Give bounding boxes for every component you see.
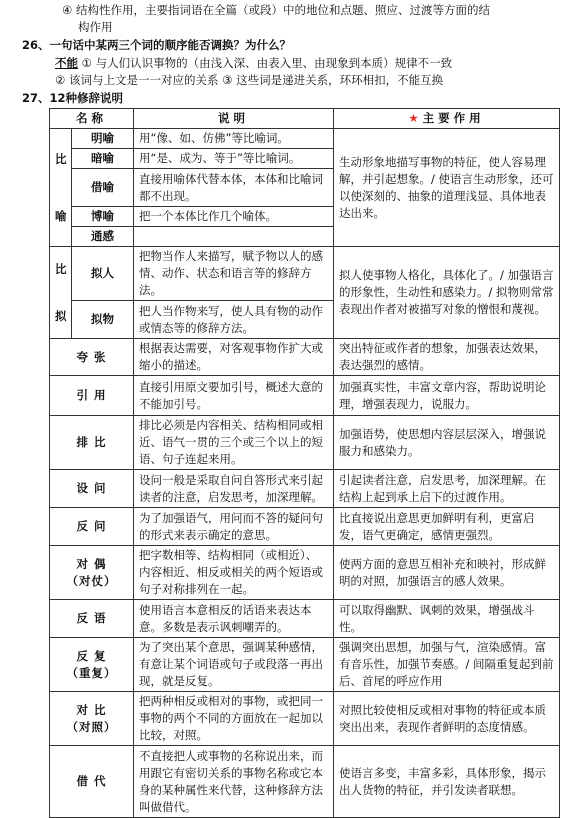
rhetoric-explain: 用“像、如、仿佛”等比喻词。 <box>134 129 334 149</box>
rhetoric-effect: 加强语势，使思想内容层层深入，增强说服力和感染力。 <box>334 416 560 470</box>
table-row <box>50 546 560 600</box>
rhetoric-explain: 直接用喻体代替本体，本体和比喻词都不出现。 <box>134 169 334 207</box>
rhetoric-explain: 把人当作物来写，使人具有物的动作或情态等的修辞方法。 <box>134 301 334 339</box>
rhetoric-effect: 使语言多变，丰富多彩，具体形象，揭示出人货物的特征，并引发读者联想。 <box>334 746 560 818</box>
table-row <box>50 376 560 416</box>
rhetoric-explain: 把物当作人来描写，赋予物以人的感情、动作、状态和语言等的修辞方法。 <box>134 247 334 301</box>
rhetoric-name: 博喻 <box>72 207 134 227</box>
table-row <box>50 692 560 746</box>
rhetoric-explain: 为了加强语气，用问而不答的疑问句的形式来表示确定的意思。 <box>134 508 334 546</box>
table-row <box>50 247 560 301</box>
table-row <box>50 638 560 692</box>
q26-reason-1: ① 与人们认识事物的（由浅入深、由表入里、由现象到本质）规律不一致 <box>78 56 453 70</box>
table-row <box>50 600 560 638</box>
question-26: 26、一句话中某两三个词的顺序能否调换？为什么？ <box>22 38 292 52</box>
table-row <box>50 129 560 149</box>
rhetoric-name: 通感 <box>72 227 134 247</box>
header-effect: ★主要作用 <box>334 109 560 129</box>
table-row <box>50 470 560 508</box>
table-row <box>50 339 560 376</box>
rhetoric-name: 明喻 <box>72 129 134 149</box>
rhetoric-effect: 使两方面的意思互相补充和映衬，形成鲜明的对照，加强语言的感人效果。 <box>334 546 560 600</box>
rhetoric-name: 夸 张 <box>50 339 134 376</box>
rhetoric-explain: 直接引用原文要加引号，概述大意的不能加引号。 <box>134 376 334 416</box>
header-explain: 说明 <box>134 109 334 129</box>
rhetoric-effect: 可以取得幽默、讽刺的效果，增强战斗性。 <box>334 600 560 638</box>
rhetoric-name: 对 比 （对照） <box>50 692 134 746</box>
rhetoric-name: 引 用 <box>50 376 134 416</box>
rhetoric-name: 排 比 <box>50 416 134 470</box>
question-27: 27、12种修辞说明 <box>22 91 124 105</box>
table-header-row <box>50 109 560 129</box>
rhetoric-explain: 把字数相等、结构相同（或相近）、内容相近、相反或相关的两个短语或句子对称排列在一起。 <box>134 546 334 600</box>
rhetoric-name: 借 代 <box>50 746 134 818</box>
rhetoric-name: 拟人 <box>72 247 134 301</box>
personify-effect: 拟人使事物人格化，具体化了。/ 加强语言的形象性，生动性和感染力。/ 拟物则常常表现出作者对被描写对象的憎恨和蔑视。 <box>334 247 560 339</box>
rhetoric-explain: 设问一般是采取自问自答形式来引起读者的注意，启发思考，加深理解。 <box>134 470 334 508</box>
rhetoric-effect: 比直接说出意思更加鲜明有利，更富启发，语气更确定，感情更强烈。 <box>334 508 560 546</box>
rhetoric-explain: 不直接把人或事物的名称说出来，而用跟它有密切关系的事物名称或它本身的某种属性来代替，这种修辞方法叫做借代。 <box>134 746 334 818</box>
rhetoric-explain: 为了突出某个意思，强调某种感情，有意让某个词语或句子或段落一再出现，就是反复。 <box>134 638 334 692</box>
rhetoric-name: 暗喻 <box>72 149 134 169</box>
rhetoric-effect: 强调突出思想，加强与气，渲染感情。富有音乐性，加强节奏感。/ 间隔重复起到前后、首尾的呼应作用 <box>334 638 560 692</box>
rhetoric-explain: 把一个本体比作几个喻体。 <box>134 207 334 227</box>
rhetoric-name: 设 问 <box>50 470 134 508</box>
star-icon: ★ <box>408 111 423 125</box>
rhetoric-effect: 突出特征或作者的想象，加强表达效果，表达强烈的感情。 <box>334 339 560 376</box>
personify-group-label: 比 拟 <box>50 247 72 339</box>
rhetoric-explain: 根据表达需要，对客观事物作扩大或缩小的描述。 <box>134 339 334 376</box>
metaphor-effect: 生动形象地描写事物的特征，使人容易理解，并引起想象。/ 使语言生动形象，还可以使深刻的、抽象的道理浅显、具体地表达出来。 <box>334 129 560 247</box>
rhetoric-name: 对 偶 （对仗） <box>50 546 134 600</box>
q26-reason-2-3: ② 该词与上文是一一对应的关系 ③ 这些词是递进关系，环环相扣，不能互换 <box>55 73 444 87</box>
rhetoric-explain: 用“是、成为、等于”等比喻词。 <box>134 149 334 169</box>
rhetoric-name: 反 复 （重复） <box>50 638 134 692</box>
rhetoric-explain: 使用语言本意相反的话语来表达本意。多数是表示讽刺嘲弄的。 <box>134 600 334 638</box>
rhetoric-name: 拟物 <box>72 301 134 339</box>
rhetoric-table <box>49 108 560 818</box>
table-row <box>50 416 560 470</box>
table-row <box>50 508 560 546</box>
rhetoric-name: 反 语 <box>50 600 134 638</box>
rhetoric-name: 借喻 <box>72 169 134 207</box>
rhetoric-explain: 排比必须是内容相关、结构相同或相近、语气一贯的三个或三个以上的短语、句子连起来用。 <box>134 416 334 470</box>
rhetoric-effect: 加强真实性，丰富文章内容，帮助说明论理，增强表现力，说服力。 <box>334 376 560 416</box>
header-name: 名称 <box>50 109 134 129</box>
item4-continuation: 构作用 <box>78 20 113 34</box>
table-row <box>50 746 560 818</box>
q26-no: 不能 <box>55 56 78 70</box>
rhetoric-name: 反 问 <box>50 508 134 546</box>
q26-answer-line <box>55 55 452 71</box>
rhetoric-effect: 引起读者注意，启发思考，加深理解。在结构上起到承上启下的过渡作用。 <box>334 470 560 508</box>
metaphor-group-label: 比 喻 <box>50 129 72 247</box>
rhetoric-explain: 把两种相反或相对的事物，或把同一事物的两个不同的方面放在一起加以比较，对照。 <box>134 692 334 746</box>
rhetoric-effect: 对照比较使相反或相对事物的特征或本质突出出来，表现作者鲜明的态度情感。 <box>334 692 560 746</box>
item4-text: ④ 结构性作用，主要指词语在全篇（或段）中的地位和点题、照应、过渡等方面的结 <box>62 3 490 17</box>
rhetoric-explain <box>134 227 334 247</box>
